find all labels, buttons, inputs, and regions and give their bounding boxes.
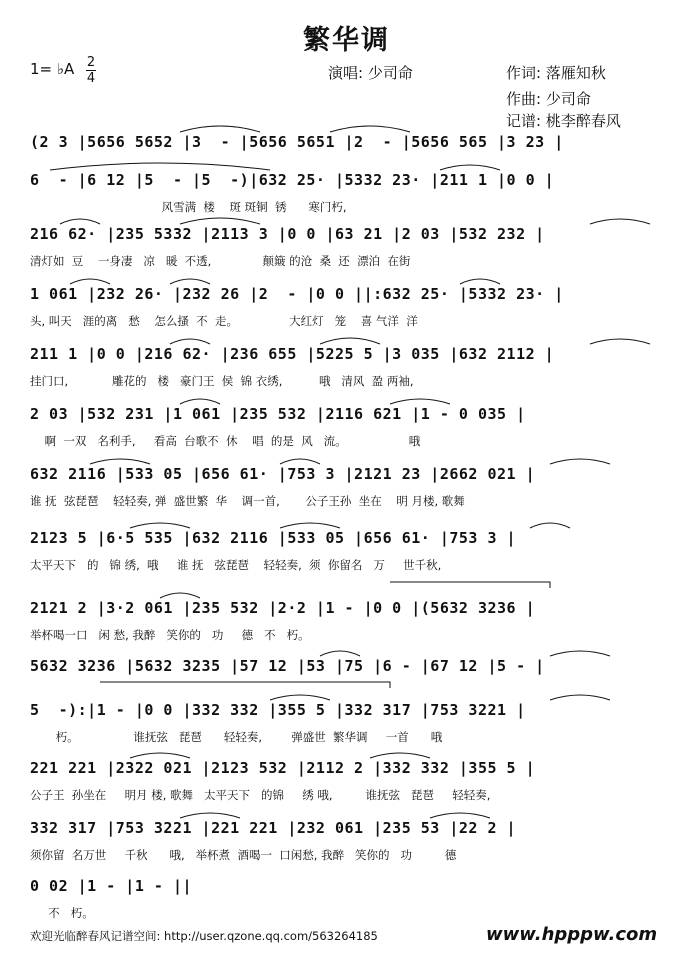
- time-signature: [86, 56, 96, 85]
- lyric-line: 公子王 孙坐在 明月 楼, 歌舞 太平天下 的锦 绣 哦, 谁抚弦 琵琶 轻轻奏,: [30, 788, 491, 802]
- lyric-line: 谁 抚 弦琵琶 轻轻奏, 弹 盛世繁 华 调一首, 公子王孙 坐在 明 月楼, 歌舞: [30, 494, 465, 508]
- notation-line: 216 62· |235 5332 |2113 3 |0 0 |63 21 |2 03 |532 232 |: [30, 225, 545, 243]
- lyric-line: 太平天下 的 锦 绣, 哦 谁 抚 弦琵琶 轻轻奏, 须 你留名 万 世千秋,: [30, 558, 442, 572]
- lyric-line: 风雪满 楼 斑 斑铜 锈 寒门朽,: [30, 200, 347, 214]
- singer-credit: 演唱: 少司命: [328, 64, 413, 82]
- key-signature: 1= ♭A: [30, 60, 75, 78]
- lyric-line: 头, 叫天 涯的离 愁 怎么搔 不 走。 大红灯 笼 喜 气洋 洋: [30, 314, 418, 328]
- transcriber-credit: 记谱: 桃李醉春风: [506, 112, 621, 130]
- notation-line: 5632 3236 |5632 3235 |57 12 |53 |75 |6 - |67 12 |5 - |: [30, 657, 545, 675]
- notation-line: 2 03 |532 231 |1 061 |235 532 |2116 621 |1 - 0 035 |: [30, 405, 526, 423]
- time-signature-top: 2: [86, 55, 96, 70]
- notation-line: 332 317 |753 3221 |221 221 |232 061 |235 53 |22 2 |: [30, 819, 517, 837]
- notation-line: 221 221 |2322 021 |2123 532 |2112 2 |332 332 |355 5 |: [30, 759, 536, 777]
- footer-visit-text: 欢迎光临醉春风记谱空间: http://user.qzone.qq.com/563264185: [30, 929, 378, 943]
- lyric-line: 须你留 名万世 千秋 哦, 举杯煮 酒喝一 口闲愁, 我醉 笑你的 功 德: [30, 848, 457, 862]
- composer-credit: 作曲: 少司命: [506, 90, 591, 108]
- notation-line: 0 02 |1 - |1 - ||: [30, 877, 193, 895]
- notation-line: 2121 2 |3·2 061 |235 532 |2·2 |1 - |0 0 |(5632 3236 |: [30, 599, 536, 617]
- lyric-line: 挂门口, 雕花的 楼 豪门王 侯 锦 衣绣, 哦 清风 盈 两袖,: [30, 374, 414, 388]
- notation-line: 632 2116 |533 05 |656 61· |753 3 |2121 23 |2662 021 |: [30, 465, 536, 483]
- notation-line: (2 3 |5656 5652 |3 - |5656 5651 |2 - |5656 565 |3 23 |: [30, 133, 564, 151]
- notation-line: 1 061 |232 26· |232 26 |2 - |0 0 ||:632 25· |5332 23· |: [30, 285, 564, 303]
- lyric-line: 啊 一双 名利手, 看高 台歌不 休 唱 的是 风 流。 哦: [30, 434, 421, 448]
- notation-line: 2123 5 |6·5 535 |632 2116 |533 05 |656 61· |753 3 |: [30, 529, 517, 547]
- lyric-line: 举杯喝一口 闲 愁, 我醉 笑你的 功 德 不 朽。: [30, 628, 310, 642]
- notation-line: 211 1 |0 0 |216 62· |236 655 |5225 5 |3 035 |632 2112 |: [30, 345, 555, 363]
- lyric-line: 不 朽。: [30, 906, 94, 920]
- notation-line: 5 -):|1 - |0 0 |332 332 |355 5 |332 317 |753 3221 |: [30, 701, 526, 719]
- song-title: 繁华调: [303, 25, 390, 56]
- footer-site-watermark: www.hpppw.com: [486, 924, 658, 945]
- time-signature-bottom: 4: [86, 71, 96, 86]
- lyric-line: 朽。 谁抚弦 琵琶 轻轻奏, 弹盛世 繁华调 一首 哦: [30, 730, 443, 744]
- notation-line: 6 - |6 12 |5 - |5 -)|632 25· |5332 23· |211 1 |0 0 |: [30, 171, 555, 189]
- lyricist-credit: 作词: 落雁知秋: [506, 64, 606, 82]
- lyric-line: 清灯如 豆 一身凄 凉 暖 不透, 颠簸 的沧 桑 还 漂泊 在街: [30, 254, 411, 268]
